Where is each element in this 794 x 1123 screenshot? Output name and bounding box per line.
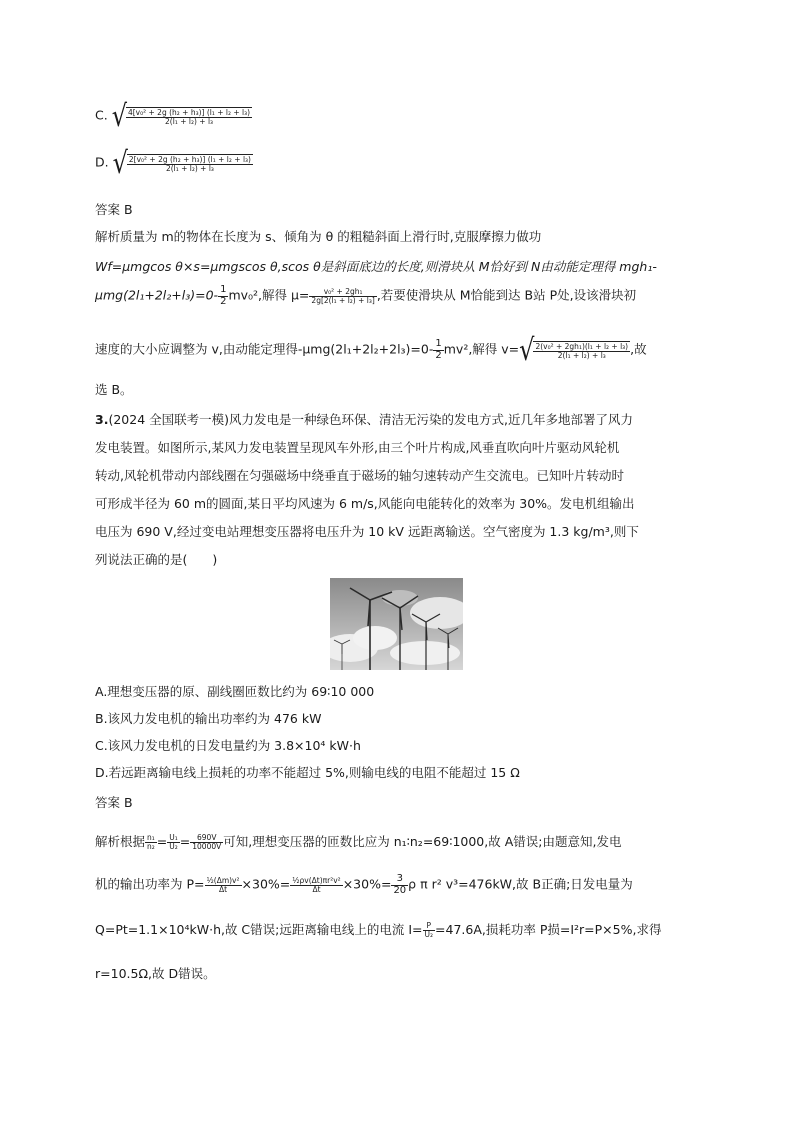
option-d-denominator: 2(l₁ + l₂) + l₃ xyxy=(165,163,214,173)
q3-stem-line5: 电压为 690 V,经过变电站理想变压器将电压升为 10 kV 远距离输送。空气密度为 1.3 kg/m³,则下 xyxy=(95,524,639,539)
option-d xyxy=(95,145,253,181)
q3-explanation-line4: r=10.5Ω,故 D错误。 xyxy=(95,966,216,981)
q3-stem-line1: 3.(2024 全国联考一模)风力发电是一种绿色环保、清洁无污染的发电方式,近几年多地部署了风力 xyxy=(95,412,633,427)
option-c-denominator: 2(l₁ + l₂) + l₃ xyxy=(165,116,214,126)
q2-explanation-line2: Wf=μmgcos θ×s=μmgscos θ,scos θ是斜面底边的长度,则滑块从 M恰好到 N由动能定理得 mgh₁- xyxy=(95,259,657,274)
half-fraction: $\frac{1}{2}$ xyxy=(220,284,227,307)
wind-turbine-photo xyxy=(330,578,463,670)
option-d-label: D. xyxy=(95,154,109,170)
q3-stem-line2: 发电装置。如图所示,某风力发电装置呈现风车外形,由三个叶片构成,风垂直吹向叶片驱动风轮机 xyxy=(95,440,620,455)
q3-stem-line6: 列说法正确的是( ) xyxy=(95,552,218,567)
sqrt-symbol: √ xyxy=(112,145,128,181)
q3-option-b: B.该风力发电机的输出功率约为 476 kW xyxy=(95,711,322,726)
option-d-formula xyxy=(112,145,253,181)
q3-answer: 答案 B xyxy=(95,795,133,810)
option-c-formula xyxy=(111,98,252,134)
q3-option-c: C.该风力发电机的日发电量约为 3.8×10⁴ kW·h xyxy=(95,738,361,753)
option-c xyxy=(95,98,252,134)
q3-option-a: A.理想变压器的原、副线圈匝数比约为 69∶10 000 xyxy=(95,684,375,699)
half-fraction: $\frac{1}{2}$ xyxy=(435,338,442,361)
option-c-numerator: 4[v₀² + 2g (h₂ + h₃)] (l₁ + l₂ + l₃) xyxy=(127,107,251,117)
q2-explanation-line1: 解析质量为 m的物体在长度为 s、倾角为 θ 的粗糙斜面上滑行时,克服摩擦力做功 xyxy=(95,229,542,244)
option-c-label: C. xyxy=(95,107,108,123)
sqrt-symbol: √ xyxy=(111,98,127,134)
v-formula: √ $\frac{\text{2(v₀² + 2gh₁)(l₁ + l₂ + l₃)}}{\text{2(l₁ + l₂) + l₃}}$ xyxy=(519,332,629,368)
q3-stem-line4: 可形成半径为 60 m的圆面,某日平均风速为 6 m/s,风能向电能转化的效率为 30%。发电机组输出 xyxy=(95,496,635,511)
q2-explanation-line3: μmg(2l₁+2l₂+l₃)=0- $\frac{1}{2}$ mv₀²,解得 μ= $\frac{\text{v₀² + 2gh₁}}{\text{2g[2(l₁ + l₂) + l₃]}}$ ,若要使滑块从 M恰能到达 B站 P处,设该滑块初 xyxy=(95,284,637,307)
q3-stem-line3: 转动,风轮机带动内部线圈在匀强磁场中绕垂直于磁场的轴匀速转动产生交流电。已知叶片转动时 xyxy=(95,468,624,483)
q2-explanation-line4: 速度的大小应调整为 v,由动能定理得-μmg(2l₁+2l₂+2l₃)=0- $\frac{1}{2}$ mv²,解得 v=√ $\frac{\text{2(v₀² + 2gh₁)(l₁ + l₂ + l₃)}}{\text{2(l₁ + l₂) + l₃}}$ ,故 xyxy=(95,332,647,368)
mu-fraction: $\frac{\text{v₀² + 2gh₁}}{\text{2g[2(l₁ + l₂) + l₃]}}$ xyxy=(311,286,375,305)
option-d-numerator: 2[v₀² + 2g (h₂ + h₃)] (l₁ + l₂ + l₃) xyxy=(128,154,251,164)
q3-explanation-line1: 解析根据 $\frac{\text{n₁}}{\text{n₂}}$ = $\frac{\text{U₁}}{\text{U₂}}$ = $\frac{690V}{10000V}$ 可知,理想变压器的匝数比应为 n₁∶n₂=69∶1000,故 A错误;由题意知,发电 xyxy=(95,833,622,851)
q3-explanation-line3: Q=Pt=1.1×10⁴kW·h,故 C错误;远距离输电线上的电流 I= $\frac{P}{\text{U₂}}$ =47.6A,损耗功率 P损=I²r=P×5%,求得 xyxy=(95,921,662,939)
q3-explanation-line2: 机的输出功率为 P= $\frac{\text{½(Δm)v²}}{\Delta t}$ ×30%= $\frac{\text{½ρv(Δt)πr²v²}}{\Delta t}$ ×30%= $\frac{3}{20}$ ρ π r² v³=476kW,故 B正确;日发电量为 xyxy=(95,873,633,896)
question-number: 3. xyxy=(95,412,109,427)
q2-explanation-line5: 选 B。 xyxy=(95,382,133,397)
q3-option-d: D.若远距离输电线上损耗的功率不能超过 5%,则输电线的电阻不能超过 15 Ω xyxy=(95,765,520,780)
q2-answer: 答案 B xyxy=(95,202,133,217)
